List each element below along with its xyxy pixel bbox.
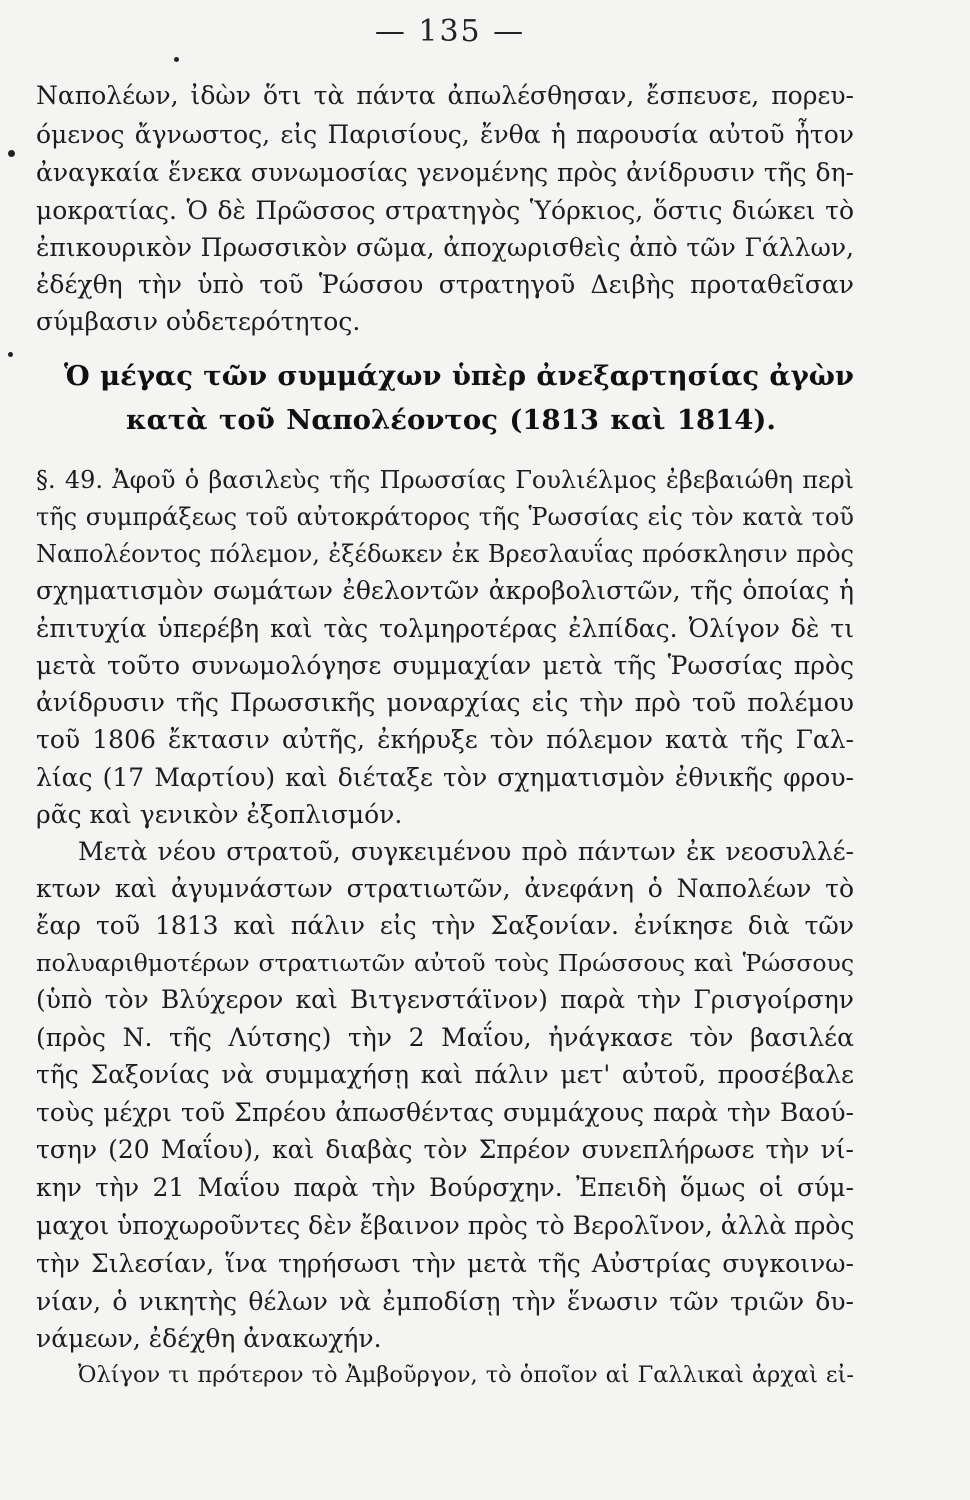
- text-line: ρᾶς καὶ γενικὸν ἐξοπλισμόν.: [36, 800, 403, 829]
- text-line: λίας (17 Μαρτίου) καὶ διέταξε τὸν σχηματισμὸν ἐθνικῆς φρου-: [36, 763, 854, 792]
- text-line: νίαν, ὁ νικητὴς θέλων νὰ ἐμποδίσῃ τὴν ἕνωσιν τῶν τριῶν δυ-: [36, 1287, 854, 1316]
- text-line: Ὀλίγον τι πρότερον τὸ Ἀμβοῦργον, τὸ ὁποῖον αἱ Γαλλικαὶ ἀρχαὶ εἰ-: [78, 1362, 854, 1388]
- text-line: ἔαρ τοῦ 1813 καὶ πάλιν εἰς τὴν Σαξονίαν. ἐνίκησε διὰ τῶν: [36, 911, 854, 940]
- text-line: τῆς Σαξονίας νὰ συμμαχήσῃ καὶ πάλιν μετ' αὐτοῦ, προσέβαλε: [36, 1060, 854, 1089]
- text-line: (πρὸς Ν. τῆς Λύτσης) τὴν 2 Μαΐου, ἠνάγκασε τὸν βασιλέα: [36, 1023, 854, 1052]
- text-line: τῆς συμπράξεως τοῦ αὐτοκράτορος τῆς Ῥωσσίας εἰς τὸν κατὰ τοῦ: [36, 503, 854, 531]
- text-line: ἀναγκαία ἕνεκα συνωμοσίας γενομένης πρὸς ἀνίδρυσιν τῆς δη-: [36, 158, 854, 187]
- text-line: σύμβασιν οὐδετερότητος.: [36, 307, 361, 336]
- text-line: ἀνίδρυσιν τῆς Πρωσσικῆς μοναρχίας εἰς τὴν πρὸ τοῦ πολέμου: [36, 688, 854, 717]
- text-line: τοὺς μέχρι τοῦ Σπρέου ἀπωσθέντας συμμάχους παρὰ τὴν Βαού-: [36, 1098, 854, 1127]
- text-line: νάμεων, ἐδέχθη ἀνακωχήν.: [36, 1324, 382, 1353]
- text-line: σχηματισμὸν σωμάτων ἐθελοντῶν ἀκροβολιστῶν, τῆς ὁποίας ἡ: [36, 576, 854, 605]
- ink-speck: [8, 150, 15, 157]
- page-number: — 135 —: [374, 14, 526, 49]
- section-heading-line-1: Ὁ μέγας τῶν συμμάχων ὑπὲρ ἀνεξαρτησίας ἀγὼν: [64, 360, 854, 392]
- text-line: πολυαριθμοτέρων στρατιωτῶν αὐτοῦ τοὺς Πρώσσους καὶ Ῥώσσους: [36, 949, 854, 977]
- text-line: Ναπολέων, ἰδὼν ὅτι τὰ πάντα ἀπωλέσθησαν, ἔσπευσε, πορευ-: [36, 81, 854, 110]
- text-line: Ναπολέοντος πόλεμον, ἐξέδωκεν ἐκ Βρεσλαυΐας πρόσκλησιν πρὸς: [36, 540, 854, 568]
- text-line: τὴν Σιλεσίαν, ἵνα τηρήσωσι τὴν μετὰ τῆς Αὐστρίας συγκοινω-: [36, 1249, 854, 1278]
- text-line: τοῦ 1806 ἔκτασιν αὐτῆς, ἐκήρυξε τὸν πόλεμον κατὰ τῆς Γαλ-: [36, 725, 854, 754]
- ink-speck: [174, 57, 179, 62]
- text-line: §. 49. Ἀφοῦ ὁ βασιλεὺς τῆς Πρωσσίας Γουλιέλμος ἐβεβαιώθη περὶ: [36, 466, 854, 494]
- text-line: όμενος ἄγνωστος, εἰς Παρισίους, ἔνθα ἡ παρουσία αὐτοῦ ἦτον: [36, 120, 854, 149]
- text-line: κτων καὶ ἀγυμνάστων στρατιωτῶν, ἀνεφάνη ὁ Ναπολέων τὸ: [36, 874, 854, 903]
- ink-speck: [8, 352, 13, 357]
- text-line: μαχοι ὑποχωροῦντες δὲν ἔβαινον πρὸς τὸ Βερολῖνον, ἀλλὰ πρὸς: [36, 1211, 855, 1240]
- text-line: τσην (20 Μαΐου), καὶ διαβὰς τὸν Σπρέον συνεπλήρωσε τὴν νί-: [36, 1135, 854, 1164]
- text-line: μοκρατίας. Ὁ δὲ Πρῶσσος στρατηγὸς Ὑόρκιος, ὅστις διώκει τὸ: [36, 196, 854, 225]
- text-line: (ὑπὸ τὸν Βλύχερον καὶ Βιτγενστάϊνον) παρὰ τὴν Γρισγοίρσην: [36, 985, 854, 1014]
- text-line: ἐπικουρικὸν Πρωσσικὸν σῶμα, ἀποχωρισθεὶς ἀπὸ τῶν Γάλλων,: [36, 233, 854, 262]
- text-line: ἐδέχθη τὴν ὑπὸ τοῦ Ῥώσσου στρατηγοῦ Δειβὴς προταθεῖσαν: [36, 270, 854, 299]
- section-heading-line-2: κατὰ τοῦ Ναπολέοντος (1813 καὶ 1814).: [126, 404, 776, 436]
- text-line: Μετὰ νέου στρατοῦ, συγκειμένου πρὸ πάντων ἐκ νεοσυλλέ-: [78, 837, 854, 866]
- text-line: ἐπιτυχία ὑπερέβη καὶ τὰς τολμηροτέρας ἐλπίδας. Ὀλίγον δὲ τι: [36, 614, 854, 643]
- text-line: κην τὴν 21 Μαΐου παρὰ τὴν Βούρσχην. Ἐπειδὴ ὅμως οἱ σύμ-: [36, 1173, 854, 1202]
- text-line: μετὰ τοῦτο συνωμολόγησε συμμαχίαν μετὰ τῆς Ῥωσσίας πρὸς: [36, 651, 854, 680]
